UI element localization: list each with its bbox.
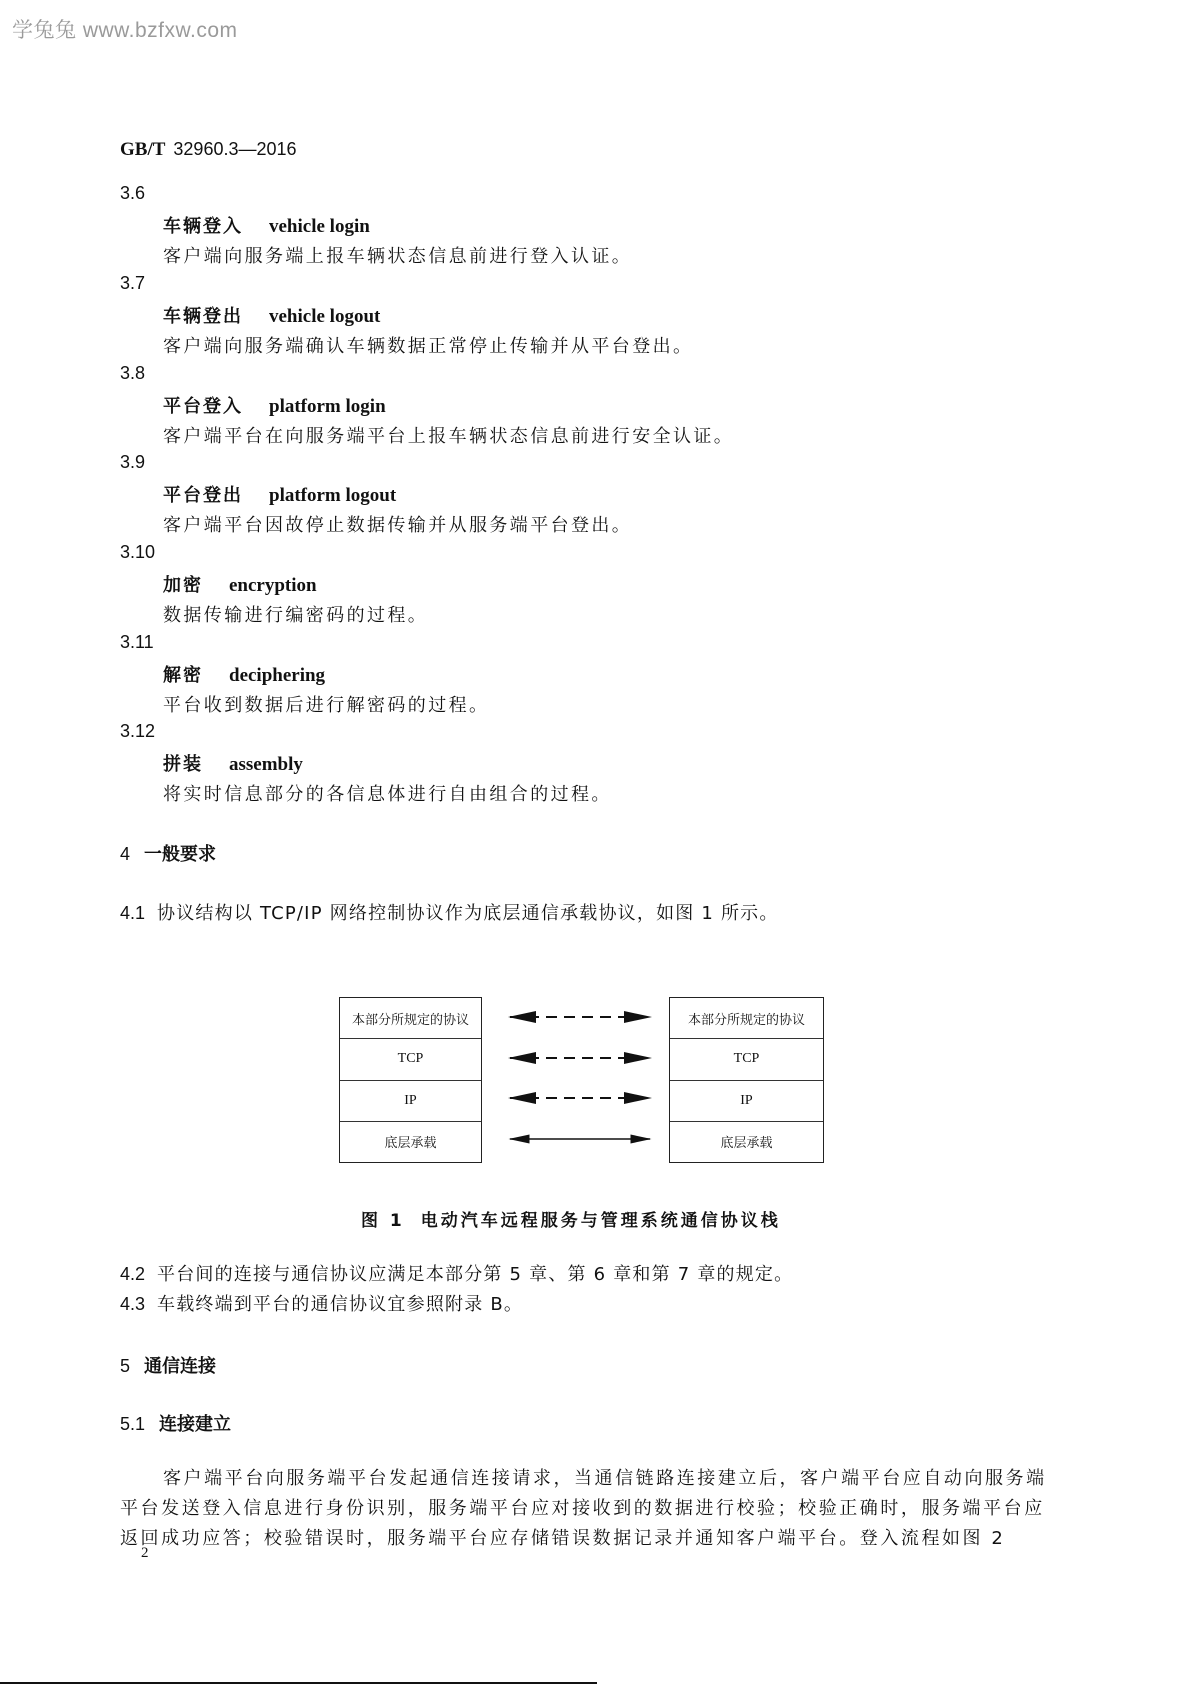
clause-4-1: 4.1 协议结构以 TCP/IP 网络控制协议作为底层通信承载协议，如图 1 所示。 (120, 903, 779, 924)
term-zh: 车辆登出 (163, 306, 243, 327)
stack-layer: TCP (670, 1039, 823, 1080)
term-definition: 将实时信息部分的各信息体进行自由组合的过程。 (163, 784, 612, 805)
section-title: 通信连接 (144, 1356, 217, 1377)
clause-4-2: 4.2 平台间的连接与通信协议应满足本部分第 5 章、第 6 章和第 7 章的规定。 (120, 1264, 794, 1285)
clause-text: 平台间的连接与通信协议应满足本部分第 5 章、第 6 章和第 7 章的规定。 (157, 1264, 794, 1285)
clause-number: 3.6 (120, 183, 146, 203)
term-heading (163, 481, 396, 507)
clause-text: 车载终端到平台的通信协议宜参照附录 B。 (157, 1294, 524, 1315)
body-text-line: 返回成功应答；校验错误时，服务端平台应存储错误数据记录并通知客户端平台。登入流程如图 2 (120, 1528, 1006, 1549)
standard-number: 32960.3—2016 (173, 139, 297, 159)
subsection-title: 连接建立 (159, 1414, 232, 1435)
term-zh: 平台登入 (163, 396, 243, 417)
term-heading (163, 302, 380, 328)
term-heading (163, 750, 303, 776)
page-number: 2 (141, 1545, 149, 1561)
term-definition: 客户端向服务端上报车辆状态信息前进行登入认证。 (163, 246, 633, 267)
peer-arrows (500, 997, 660, 1163)
clause-number: 3.11 (120, 632, 154, 652)
clause-number: 3.12 (120, 721, 156, 741)
stack-layer: IP (340, 1081, 481, 1122)
term-en: deciphering (229, 665, 326, 686)
stack-layer: IP (670, 1081, 823, 1122)
figure-caption: 图 1 电动汽车远程服务与管理系统通信协议栈 (361, 1211, 781, 1231)
stack-layer: 底层承载 (720, 1136, 773, 1152)
term-en: platform logout (269, 485, 397, 506)
term-heading (163, 212, 370, 238)
stack-layer: TCP (340, 1039, 481, 1080)
subsection-heading: 5.1 连接建立 (120, 1414, 232, 1435)
term-zh: 平台登出 (163, 485, 243, 506)
term-en: vehicle logout (269, 306, 381, 327)
section-heading: 5 通信连接 (120, 1356, 217, 1377)
scan-edge-rule (0, 1682, 597, 1684)
term-heading (163, 661, 325, 687)
term-definition: 平台收到数据后进行解密码的过程。 (163, 695, 490, 716)
clause-number: 3.9 (120, 452, 146, 472)
term-zh: 加密 (163, 575, 203, 596)
right-protocol-stack (669, 997, 824, 1163)
body-text-line: 客户端平台向服务端平台发起通信连接请求，当通信链路连接建立后，客户端平台应自动向服务端 (163, 1468, 1047, 1489)
term-definition: 客户端向服务端确认车辆数据正常停止传输并从平台登出。 (163, 336, 694, 357)
term-definition: 数据传输进行编密码的过程。 (163, 605, 429, 626)
clause-number: 3.7 (120, 273, 146, 293)
standard-prefix: GB/T (120, 139, 166, 160)
section-heading: 4 一般要求 (120, 844, 217, 865)
body-text-line: 平台发送登入信息进行身份识别，服务端平台应对接收到的数据进行校验；校验正确时，服务端平台应 (120, 1498, 1045, 1519)
clause-text: 协议结构以 TCP/IP 网络控制协议作为底层通信承载协议，如图 1 所示。 (157, 903, 779, 924)
clause-number: 3.10 (120, 542, 156, 562)
section-title: 一般要求 (144, 844, 217, 865)
stack-layer: 底层承载 (384, 1136, 437, 1152)
stack-layer: 本部分所规定的协议 (670, 998, 823, 1039)
standard-code (120, 139, 297, 161)
clause-number: 3.8 (120, 363, 146, 383)
term-zh: 拼装 (163, 754, 203, 775)
term-en: platform login (269, 396, 386, 417)
left-protocol-stack (339, 997, 482, 1163)
term-en: assembly (229, 754, 303, 775)
watermark-text: 学兔兔 www.bzfxw.com (12, 19, 238, 42)
term-definition: 客户端平台在向服务端平台上报车辆状态信息前进行安全认证。 (163, 426, 735, 447)
term-zh: 车辆登入 (163, 216, 243, 237)
term-en: encryption (229, 575, 317, 596)
term-zh: 解密 (163, 665, 203, 686)
term-en: vehicle login (269, 216, 370, 237)
term-definition: 客户端平台因故停止数据传输并从服务端平台登出。 (163, 515, 633, 536)
term-heading (163, 392, 386, 418)
stack-layer: 本部分所规定的协议 (340, 998, 481, 1039)
term-heading (163, 571, 317, 597)
clause-4-3: 4.3 车载终端到平台的通信协议宜参照附录 B。 (120, 1294, 524, 1315)
